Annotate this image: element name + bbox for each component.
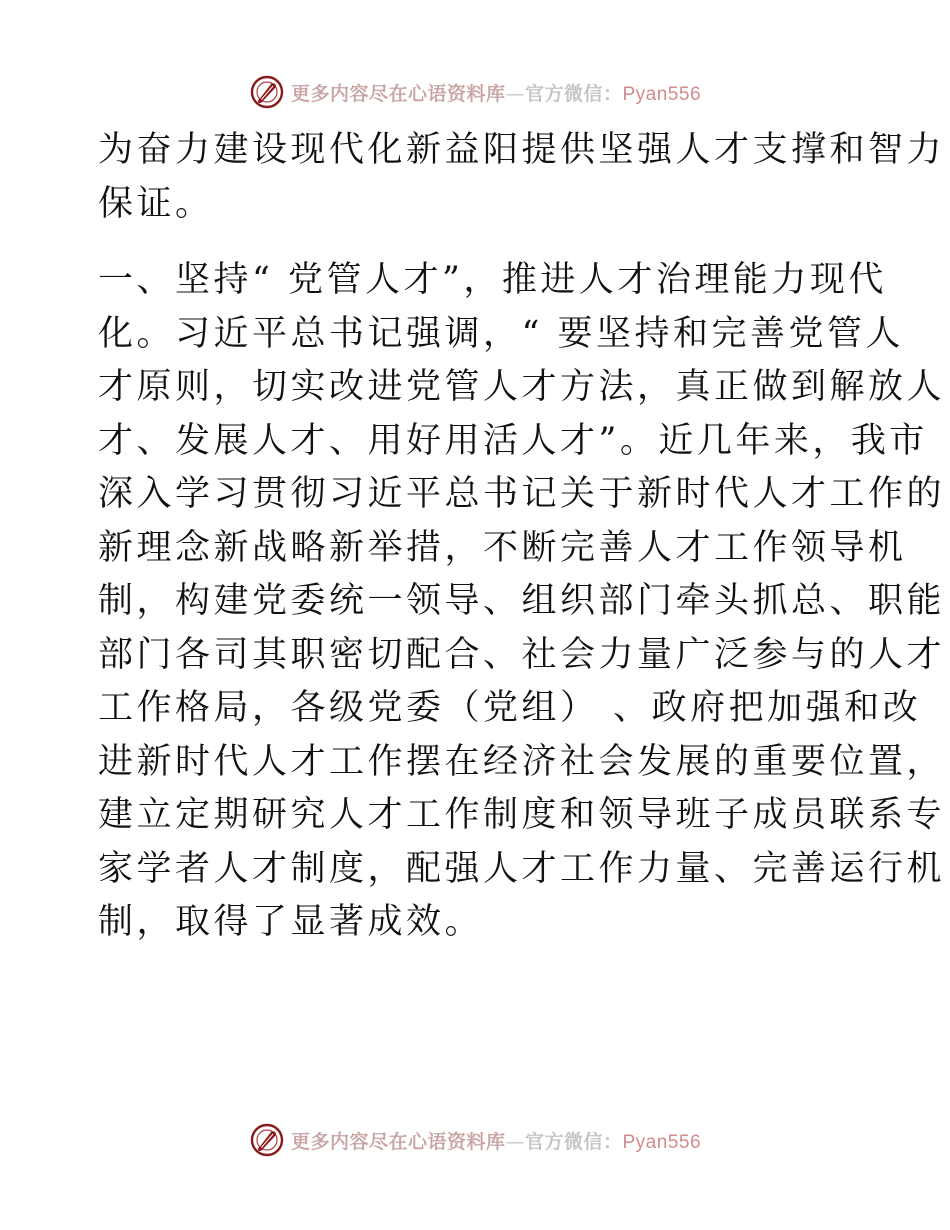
watermark-wechat-label: 官方微信：: [524, 82, 623, 105]
text-line: 才、发展人才、用好用活人才”。近几年来，我市: [98, 420, 928, 461]
text-line: 制，构建党委统一领导、组织部门牵头抓总、职能: [98, 581, 946, 621]
text-line: 家学者人才制度，配强人才工作力量、完善运行机: [98, 848, 946, 889]
text-line: 进新时代人才工作摆在经济社会发展的重要位置，: [98, 741, 946, 782]
text-line: 深入学习贯彻习近平总书记关于新时代人才工作的: [98, 474, 946, 514]
text-line: 化。习近平总书记强调，“ 要坚持和完善党管人: [98, 313, 905, 354]
section-paragraph: [98, 254, 946, 950]
watermark-site-text: 更多内容尽在心语资料库: [290, 82, 506, 105]
text-line: 新理念新战略新举措，不断完善人才工作领导机: [98, 527, 907, 568]
watermark-dash: —: [505, 1130, 525, 1153]
footer-watermark: [0, 1118, 950, 1162]
watermark-wechat-id: Pyan556: [622, 1131, 702, 1153]
watermark-text: [291, 79, 701, 106]
watermark-dash: —: [505, 82, 525, 105]
continued-paragraph: [98, 124, 946, 231]
text-line: 制，取得了显著成效。: [98, 902, 484, 942]
watermark-text: [291, 1127, 701, 1154]
text-line: 才原则，切实改进党管人才方法，真正做到解放人: [98, 367, 946, 407]
text-line: 建立定期研究人才工作制度和领导班子成员联系专: [98, 795, 946, 835]
text-line: 为奋力建设现代化新益阳提供坚强人才支撑和智力: [98, 130, 946, 170]
watermark-site-text: 更多内容尽在心语资料库: [290, 1130, 506, 1153]
watermark-wechat-label: 官方微信：: [524, 1130, 623, 1153]
text-line: 一、坚持“ 党管人才”，推进人才治理能力现代: [98, 260, 887, 300]
text-line: 工作格局，各级党委（党组） 、政府把加强和改: [98, 688, 922, 728]
text-line: 部门各司其职密切配合、社会力量广泛参与的人才: [98, 634, 946, 675]
header-watermark: [0, 70, 950, 114]
quill-seal-logo-icon: [249, 1122, 285, 1158]
quill-seal-logo-icon: [249, 74, 285, 110]
text-line: 保证。: [98, 183, 214, 224]
watermark-wechat-id: Pyan556: [622, 83, 702, 105]
